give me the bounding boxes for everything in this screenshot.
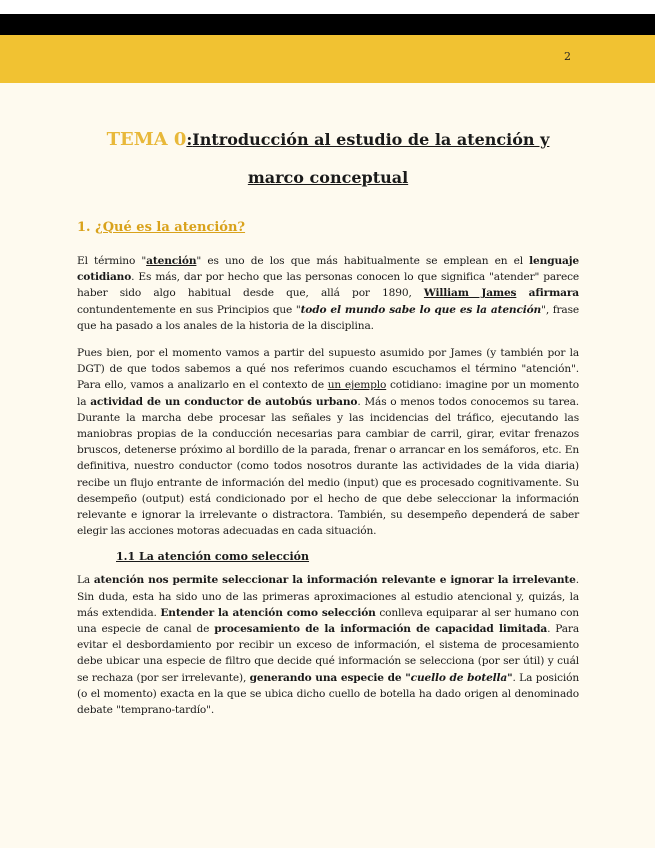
top-margin: [0, 0, 655, 14]
paragraph-1: [77, 253, 579, 334]
author-name: William James: [423, 287, 517, 300]
text-run: . Sin duda, esta ha sido uno de las primeras aproximaciones al estudio atencional y, quizás, la más extendida.: [77, 574, 579, 619]
bold-phrase: procesamiento de la información de capacidad limitada: [214, 623, 548, 636]
text-run: ", frase que ha pasado a los anales de la historia de la disciplina.: [77, 303, 579, 332]
section-heading-1: [77, 220, 579, 235]
section-title: ¿Qué es la atención?: [95, 220, 246, 235]
title-text: Introducción al estudio de la atención y marco conceptual: [192, 130, 550, 187]
bold-italic-phrase: cuello de botella: [410, 671, 508, 684]
header-gold-band: [0, 35, 655, 83]
text-run: conlleva equiparar al ser humano con una especie de canal de: [77, 606, 579, 636]
title-colon: :: [186, 130, 193, 149]
paragraph-2: [77, 345, 579, 539]
page-number: 2: [564, 50, 571, 63]
quote: todo el mundo sabe lo que es la atención: [300, 303, 542, 316]
underlined-phrase: un ejemplo: [327, 379, 387, 392]
bold-quote-mark: ": [507, 671, 513, 684]
text-run: . La posición (o el momento) exacta en la que se ubica dicho cuello de botella ha dado origen al denominado debate "temprano-tardío".: [77, 671, 579, 717]
section-number: 1.: [77, 220, 96, 235]
text-run: . Es más, dar por hecho que las personas conocen lo que significa "atender" parece haber sido algo habitual desde que, allá por 1890,: [77, 271, 579, 300]
term-afirmara: afirmara: [528, 287, 579, 300]
bold-phrase: Entender la atención como selección: [160, 606, 376, 619]
text-run: El término ": [77, 255, 147, 267]
term-conductor: actividad de un conductor de autobús urbano: [90, 395, 358, 408]
subsection-heading: 1.1 La atención como selección: [116, 550, 310, 564]
text-run: La: [77, 574, 94, 587]
paragraph-3: [77, 572, 579, 718]
text-run: cotidiano: imagine por un momento la: [77, 379, 579, 408]
text-run: " es uno de los que más habitualmente se emplean en el: [196, 255, 530, 267]
document-body: [77, 118, 579, 718]
page-title: [77, 118, 579, 194]
header-black-band: [0, 14, 655, 35]
text-run: contundentemente en sus Principios que ": [77, 303, 301, 316]
text-run: . Más o menos todos conocemos su tarea. Durante la marcha debe procesar las señales y las incidencias del tráfico, ejecutando las maniobras propias de la conducción necesarias para cambiar de carril, girar, evitar frenazos bruscos, detenerse próximo al bordillo de la parada, frenar o arrancar en los semáforos, etc. En definitiva, nuestro conductor (como todos nosotros durante las actividades de la vida diaria) recibe un flujo entrante de información del medio (input) que es procesado cognitivamente. Su desempeño (output) está condicionado por el hecho de que debe seleccionar la información relevante e ignorar la irrelevante o distractora. También, su desempeño dependerá de saber elegir las acciones motoras adecuadas en cada situación.: [77, 395, 580, 538]
text-run: [516, 287, 528, 299]
term-atencion: atención: [146, 255, 197, 267]
text-run: . Para evitar el desbordamiento por recibir un exceso de información, el sistema de procesamiento debe ubicar una especie de filtro que decide qué información se selecciona (por ser útil) y cuál se rechaza (por ser irrelevante),: [77, 623, 579, 684]
bold-phrase: atención nos permite seleccionar la información relevante e ignorar la irrelevante: [93, 574, 576, 587]
title-prefix: TEMA 0: [106, 129, 187, 150]
term-lenguaje-cotidiano: lenguaje cotidiano: [77, 255, 579, 284]
bold-phrase: generando una especie de ": [249, 671, 411, 684]
text-run: Pues bien, por el momento vamos a partir del supuesto asumido por James (y también por la DGT) de que todos sabemos a qué nos referimos cuando escuchamos el término "atención". Para ello, vamos a analizarlo en el contexto de: [77, 347, 579, 392]
